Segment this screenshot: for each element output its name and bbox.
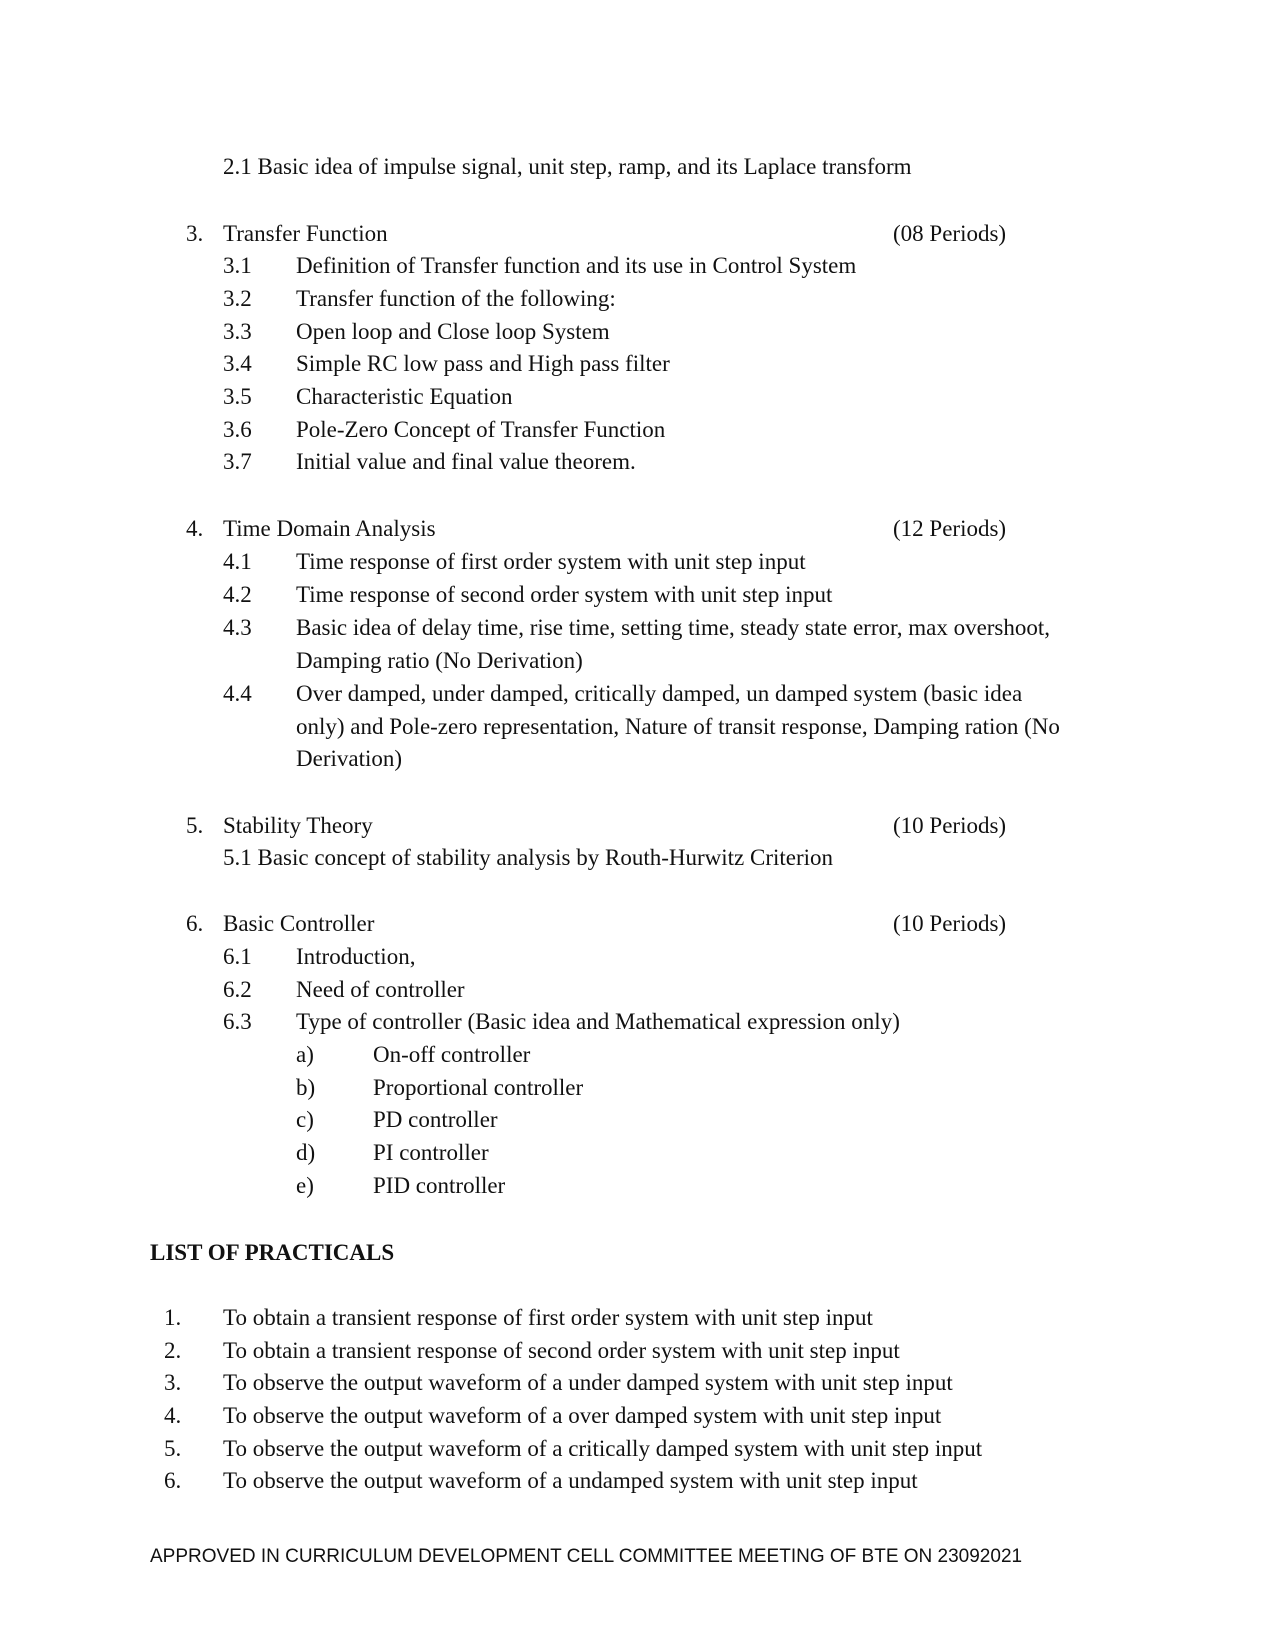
item-4-4-text-line-2: only) and Pole-zero representation, Nature of transit response, Damping ration (No [296, 714, 1060, 739]
controller-e-text: PID controller [373, 1173, 506, 1198]
item-4-2-text: Time response of second order system with unit step input [296, 582, 833, 607]
item-3-4-text: Simple RC low pass and High pass filter [296, 351, 670, 376]
item-6-1-text: Introduction, [296, 944, 416, 969]
unit-3-number: 3. [186, 221, 204, 246]
controller-c-text: PD controller [373, 1107, 498, 1132]
controller-d-letter: d) [296, 1140, 316, 1165]
item-4-1-number: 4.1 [223, 549, 252, 574]
item-3-7-number: 3.7 [223, 449, 252, 474]
item-3-3-number: 3.3 [223, 319, 252, 344]
item-3-6-number: 3.6 [223, 417, 252, 442]
practical-1-number: 1. [164, 1305, 182, 1330]
topic-5-1: 5.1 Basic concept of stability analysis by Routh-Hurwitz Criterion [223, 845, 834, 870]
unit-3-periods: (08 Periods) [893, 221, 1007, 246]
controller-d-text: PI controller [373, 1140, 489, 1165]
item-3-2-number: 3.2 [223, 286, 252, 311]
item-3-1-number: 3.1 [223, 253, 252, 278]
item-3-6-text: Pole-Zero Concept of Transfer Function [296, 417, 666, 442]
practicals-heading: LIST OF PRACTICALS [150, 1240, 395, 1265]
controller-a-text: On-off controller [373, 1042, 531, 1067]
item-4-3-text-line-1: Basic idea of delay time, rise time, setting time, steady state error, max overshoot, [296, 615, 1051, 640]
item-6-3-number: 6.3 [223, 1009, 252, 1034]
unit-5-periods: (10 Periods) [893, 813, 1007, 838]
practical-5-number: 5. [164, 1436, 182, 1461]
practical-5-text: To observe the output waveform of a critically damped system with unit step input [223, 1436, 983, 1461]
item-4-4-text-line-3: Derivation) [296, 746, 403, 771]
controller-b-text: Proportional controller [373, 1075, 584, 1100]
topic-2-1: 2.1 Basic idea of impulse signal, unit step, ramp, and its Laplace transform [223, 154, 912, 179]
unit-6-number: 6. [186, 911, 204, 936]
item-3-2-text: Transfer function of the following: [296, 286, 616, 311]
item-4-2-number: 4.2 [223, 582, 252, 607]
unit-4-periods: (12 Periods) [893, 516, 1007, 541]
item-4-1-text: Time response of first order system with unit step input [296, 549, 806, 574]
controller-e-letter: e) [296, 1173, 314, 1198]
item-6-2-number: 6.2 [223, 977, 252, 1002]
item-4-3-text-line-2: Damping ratio (No Derivation) [296, 648, 583, 673]
practical-2-number: 2. [164, 1338, 182, 1363]
item-3-5-text: Characteristic Equation [296, 384, 513, 409]
item-3-1-text: Definition of Transfer function and its use in Control System [296, 253, 857, 278]
item-4-4-number: 4.4 [223, 681, 252, 706]
practical-4-number: 4. [164, 1403, 182, 1428]
unit-6-title: Basic Controller [223, 911, 375, 936]
item-3-5-number: 3.5 [223, 384, 252, 409]
item-4-3-number: 4.3 [223, 615, 252, 640]
practical-6-text: To observe the output waveform of a undamped system with unit step input [223, 1468, 918, 1493]
practical-3-number: 3. [164, 1370, 182, 1395]
controller-c-letter: c) [296, 1107, 314, 1132]
item-3-3-text: Open loop and Close loop System [296, 319, 610, 344]
practical-1-text: To obtain a transient response of first order system with unit step input [223, 1305, 873, 1330]
unit-5-title: Stability Theory [223, 813, 373, 838]
practical-3-text: To observe the output waveform of a under damped system with unit step input [223, 1370, 953, 1395]
controller-b-letter: b) [296, 1075, 316, 1100]
unit-4-number: 4. [186, 516, 204, 541]
item-4-4-text-line-1: Over damped, under damped, critically damped, un damped system (basic idea [296, 681, 1023, 706]
item-6-1-number: 6.1 [223, 944, 252, 969]
item-6-2-text: Need of controller [296, 977, 465, 1002]
practical-6-number: 6. [164, 1468, 182, 1493]
unit-4-title: Time Domain Analysis [223, 516, 436, 541]
item-3-7-text: Initial value and final value theorem. [296, 449, 636, 474]
unit-6-periods: (10 Periods) [893, 911, 1007, 936]
item-6-3-text: Type of controller (Basic idea and Mathematical expression only) [296, 1009, 900, 1034]
controller-a-letter: a) [296, 1042, 314, 1067]
practical-4-text: To observe the output waveform of a over damped system with unit step input [223, 1403, 942, 1428]
practical-2-text: To obtain a transient response of second order system with unit step input [223, 1338, 900, 1363]
unit-5-number: 5. [186, 813, 204, 838]
unit-3-title: Transfer Function [223, 221, 388, 246]
item-3-4-number: 3.4 [223, 351, 252, 376]
approval-footer: APPROVED IN CURRICULUM DEVELOPMENT CELL COMMITTEE MEETING OF BTE ON 23092021 [150, 1546, 1023, 1567]
